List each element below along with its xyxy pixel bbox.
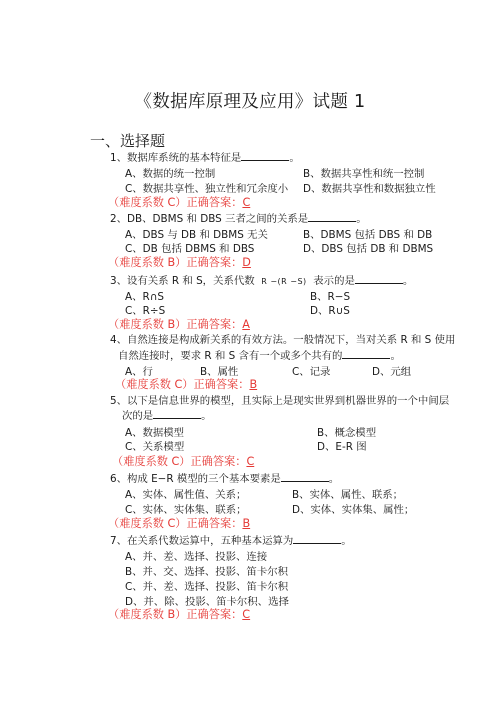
- q7-answer: （难度系数 B）正确答案：C: [108, 608, 251, 621]
- q5-option-d: D、E-R 图: [317, 441, 367, 453]
- q3-option-a: A、R∩S: [125, 291, 164, 303]
- q7-option-a: A、并、差、选择、投影、连接: [125, 551, 268, 563]
- question-2-stem: 2、DB、DBMS 和 DBS 三者之间的关系是 。: [110, 213, 367, 225]
- answer-blank: [281, 471, 329, 482]
- question-7-stem: 7、在关系代数运算中，五种基本运算为 。: [110, 535, 352, 547]
- q2-option-a: A、DBS 与 DB 和 DBMS 无关: [125, 229, 268, 241]
- q6-option-c: C、实体、实体集、联系；: [125, 504, 247, 516]
- section-heading: 一、选择题: [90, 132, 166, 150]
- q2-option-d: D、DBS 包括 DB 和 DBMS: [303, 243, 434, 255]
- question-5-stem-line1: 5、以下是信息世界的模型，且实际上是现实世界到机器世界的一个中间层: [110, 395, 450, 407]
- q4-answer: （难度系数 C）正确答案：B: [115, 378, 258, 391]
- q2-option-c: C、DB 包括 DBMS 和 DBS: [125, 243, 255, 255]
- q1-option-a: A、数据的统一控制: [125, 168, 216, 180]
- q4-option-d: D、元组: [372, 366, 412, 378]
- answer-blank: [241, 150, 289, 161]
- q3-option-d: D、R∪S: [310, 305, 350, 317]
- answer-blank: [308, 211, 356, 222]
- q7-option-c: C、并、差、选择、投影、笛卡尔积: [125, 581, 289, 593]
- q3-option-b: B、R−S: [310, 291, 351, 303]
- q6-option-a: A、实体、属性值、关系；: [125, 489, 247, 501]
- question-5-stem-line2: 次的是 。: [122, 410, 212, 422]
- q3-answer: （难度系数 B）正确答案：A: [108, 318, 250, 331]
- question-4-stem-line1: 4、自然连接是构成新关系的有效方法。一般情况下，当对关系 R 和 S 使用: [110, 334, 456, 346]
- document-title: 《数据库原理及应用》试题 1: [134, 92, 366, 112]
- q5-answer: （难度系数 C）正确答案：C: [112, 455, 255, 468]
- q5-option-c: C、关系模型: [125, 441, 185, 453]
- q1-option-d: D、数据共享性和数据独立性: [303, 183, 436, 195]
- q4-option-b: B、属性: [200, 366, 239, 378]
- q4-option-c: C、记录: [292, 366, 331, 378]
- q2-option-b: B、DBMS 包括 DBS 和 DB: [303, 229, 433, 241]
- question-3-stem: 3、设有关系 R 和 S，关系代数 R −(R −S) 表示的是 。: [110, 275, 414, 287]
- q5-option-a: A、数据模型: [125, 427, 185, 439]
- q7-option-b: B、并、交、选择、投影、笛卡尔积: [125, 566, 288, 578]
- q1-option-c: C、数据共享性、独立性和冗余度小: [125, 183, 289, 195]
- q7-option-d: D、并、除、投影、笛卡尔积、选择: [125, 596, 289, 608]
- answer-blank: [153, 408, 201, 419]
- question-1-stem: 1、数据库系统的基本特征是 。: [110, 152, 300, 164]
- question-6-stem: 6、构成 E−R 模型的三个基本要素是 。: [110, 473, 340, 485]
- q6-option-d: D、实体、实体集、属性；: [292, 504, 415, 516]
- answer-blank: [355, 273, 403, 284]
- q2-answer: （难度系数 B）正确答案：D: [108, 256, 251, 269]
- q5-option-b: B、概念模型: [317, 427, 377, 439]
- question-4-stem-line2: 自然连接时，要求 R 和 S 含有一个或多个共有的 。: [118, 350, 401, 362]
- relational-expression: R −(R −S): [261, 277, 307, 286]
- q6-option-b: B、实体、属性、联系；: [292, 489, 404, 501]
- q6-answer: （难度系数 C）正确答案：B: [108, 517, 251, 530]
- answer-blank: [293, 533, 341, 544]
- answer-blank: [342, 348, 390, 359]
- q1-answer: （难度系数 C）正确答案：C: [108, 196, 251, 209]
- q3-option-c: C、R÷S: [125, 305, 166, 317]
- q1-option-b: B、数据共享性和统一控制: [303, 168, 425, 180]
- q4-option-a: A、行: [125, 366, 153, 378]
